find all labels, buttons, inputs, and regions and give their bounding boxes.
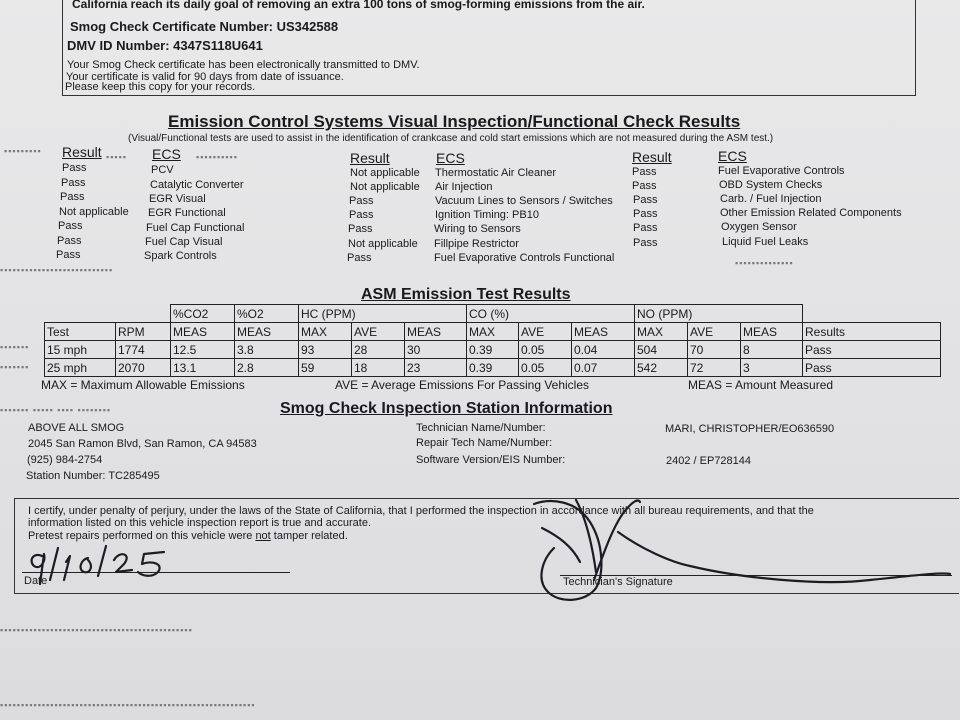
cell-test: 25 mph	[45, 359, 116, 377]
col-header: Test	[45, 323, 116, 341]
emission-section-title: Emission Control Systems Visual Inspection/Functional Check Results	[168, 112, 741, 131]
ecs-header-1: ECS	[152, 146, 181, 162]
cell-no-max: 504	[635, 341, 688, 359]
cell-hc-max: 59	[299, 359, 352, 377]
ecs-item: OBD System Checks	[719, 179, 823, 191]
ecs-item: Thermostatic Air Cleaner	[435, 167, 557, 179]
col-header: MEAS	[405, 323, 467, 341]
ecs-result: Not applicable	[59, 206, 129, 218]
ecs-item: Fuel Cap Functional	[146, 222, 245, 234]
cell-no-ave: 70	[688, 341, 741, 359]
ecs-item: PCV	[151, 164, 174, 176]
col-header: MAX	[299, 323, 352, 341]
col-header: AVE	[352, 323, 405, 341]
group-header-co: CO (%)	[467, 305, 635, 323]
cell-no-max: 542	[635, 359, 688, 377]
software-value: 2402 / EP728144	[666, 455, 752, 467]
ecs-result: Not applicable	[348, 238, 418, 250]
result-header-2: Result	[350, 150, 390, 166]
cell-rpm: 1774	[116, 341, 171, 359]
ecs-item: EGR Functional	[148, 207, 226, 219]
col-header: MEAS	[235, 323, 299, 341]
technician-value: MARI, CHRISTOPHER/EO636590	[665, 423, 835, 435]
faded-print: ▪▪▪▪▪▪▪▪▪▪	[196, 152, 238, 162]
ecs-header-2: ECS	[436, 150, 465, 166]
col-header: MEAS	[741, 323, 803, 341]
ecs-item: Fuel Evaporative Controls	[718, 165, 845, 177]
certify-line-3: Pretest repairs performed on this vehicle were not tamper related.	[28, 530, 348, 542]
ecs-result: Not applicable	[350, 167, 420, 179]
ecs-item: Fuel Evaporative Controls Functional	[434, 252, 615, 264]
ecs-item: Vacuum Lines to Sensors / Switches	[435, 195, 613, 207]
col-header: MAX	[635, 323, 688, 341]
asm-results-table	[44, 304, 941, 377]
group-header-co2: %CO2	[171, 305, 235, 323]
cell-no-ave: 72	[688, 359, 741, 377]
ecs-result: Pass	[62, 162, 87, 174]
faded-print: ▪▪▪▪▪▪▪▪▪	[4, 146, 42, 156]
ecs-item: Other Emission Related Components	[720, 207, 902, 219]
ecs-result: Pass	[633, 208, 658, 220]
cell-co-max: 0.39	[467, 341, 519, 359]
certificate-number: Smog Check Certificate Number: US342588	[70, 19, 339, 34]
ecs-item: Fuel Cap Visual	[145, 236, 223, 248]
notice-valid: Your certificate is valid for 90 days from date of issuance.	[66, 71, 344, 83]
faded-print: ▪▪▪▪▪	[106, 152, 127, 162]
ecs-result: Pass	[61, 177, 86, 189]
cell-hc-ave: 18	[352, 359, 405, 377]
cell-hc-max: 93	[299, 341, 352, 359]
cell-co-ave: 0.05	[519, 341, 572, 359]
dmv-id-number: DMV ID Number: 4347S118U641	[67, 38, 263, 53]
ecs-item: EGR Visual	[149, 193, 206, 205]
group-header-hc: HC (PPM)	[299, 305, 467, 323]
cell-co-meas: 0.07	[572, 359, 635, 377]
faded-print: ▪▪▪▪▪▪▪	[0, 342, 30, 352]
col-header: AVE	[519, 323, 572, 341]
cell-o2: 2.8	[235, 359, 299, 377]
cell-no-meas: 3	[741, 359, 803, 377]
table-row	[45, 359, 941, 377]
ecs-result: Pass	[56, 249, 81, 261]
asm-column-header-row	[45, 323, 941, 341]
asm-title: ASM Emission Test Results	[361, 286, 571, 303]
ecs-result: Pass	[349, 195, 374, 207]
cell-no-meas: 8	[741, 341, 803, 359]
ecs-result: Pass	[633, 237, 658, 249]
cell-o2: 3.8	[235, 341, 299, 359]
station-section-title: Smog Check Inspection Station Information	[280, 400, 613, 417]
technician-label: Technician Name/Number:	[416, 422, 546, 434]
station-name: ABOVE ALL SMOG	[28, 422, 125, 434]
station-address: 2045 San Ramon Blvd, San Ramon, CA 94583	[28, 438, 257, 450]
asm-group-header-row	[45, 305, 941, 323]
legend-max: MAX = Maximum Allowable Emissions	[41, 378, 245, 392]
ecs-item: Spark Controls	[144, 250, 217, 262]
cell-co-ave: 0.05	[519, 359, 572, 377]
cell-result: Pass	[803, 359, 941, 377]
cell-co-meas: 0.04	[572, 341, 635, 359]
notice-transmitted: Your Smog Check certificate has been electronically transmitted to DMV.	[67, 59, 420, 71]
cell-co2: 13.1	[171, 359, 235, 377]
faded-print: ▪▪▪▪▪▪▪▪▪▪▪▪▪▪	[735, 258, 794, 268]
faded-print: ▪▪▪▪▪▪▪ ▪▪▪▪▪ ▪▪▪▪ ▪▪▪▪▪▪▪▪	[0, 405, 112, 415]
ecs-header-3: ECS	[718, 148, 747, 164]
cell-co-max: 0.39	[467, 359, 519, 377]
date-label: Date	[24, 575, 48, 587]
cell-hc-meas: 30	[405, 341, 467, 359]
ecs-result: Pass	[60, 191, 85, 203]
cell-hc-ave: 28	[352, 341, 405, 359]
ecs-item: Liquid Fuel Leaks	[722, 236, 809, 248]
group-header-o2: %O2	[235, 305, 299, 323]
col-header: AVE	[688, 323, 741, 341]
result-header-1: Result	[62, 144, 102, 160]
software-label: Software Version/EIS Number:	[416, 454, 566, 466]
ecs-result: Pass	[348, 223, 373, 235]
ecs-item: Fillpipe Restrictor	[434, 238, 519, 250]
emission-section-subtitle: (Visual/Functional tests are used to assist in the identification of crankcase and cold start emissions which are not measured during the ASM test.)	[128, 133, 774, 144]
table-row	[45, 341, 941, 359]
cell-test: 15 mph	[45, 341, 116, 359]
group-header-no: NO (PPM)	[635, 305, 803, 323]
ecs-result: Not applicable	[350, 181, 420, 193]
ecs-result: Pass	[633, 194, 658, 206]
legend-meas: MEAS = Amount Measured	[688, 378, 834, 392]
col-header: MEAS	[171, 323, 235, 341]
cell-co2: 12.5	[171, 341, 235, 359]
notice-keep-copy: Please keep this copy for your records.	[65, 81, 256, 93]
ecs-item: Air Injection	[435, 181, 493, 193]
repair-tech-label: Repair Tech Name/Number:	[416, 437, 553, 449]
ecs-item: Wiring to Sensors	[434, 223, 521, 235]
ecs-item: Oxygen Sensor	[721, 221, 797, 233]
cell-result: Pass	[803, 341, 941, 359]
ecs-result: Pass	[633, 222, 658, 234]
ecs-result: Pass	[57, 235, 82, 247]
certify-line-2: information listed on this vehicle inspection report is true and accurate.	[28, 517, 372, 529]
ecs-item: Ignition Timing: PB10	[435, 209, 539, 221]
faded-print: ▪▪▪▪▪▪▪	[0, 362, 30, 372]
col-header: Results	[803, 323, 941, 341]
col-header: MAX	[467, 323, 519, 341]
faded-print: ▪▪▪▪▪▪▪▪▪▪▪▪▪▪▪▪▪▪▪▪▪▪▪▪▪▪▪	[0, 265, 114, 275]
col-header: MEAS	[572, 323, 635, 341]
technician-signature	[520, 488, 960, 610]
header-partial-line: California reach its daily goal of removing an extra 100 tons of smog-forming emissions from the air.	[72, 0, 645, 11]
col-header: RPM	[116, 323, 171, 341]
handwritten-date	[24, 540, 204, 588]
station-number: Station Number: TC285495	[26, 470, 160, 482]
cell-hc-meas: 23	[405, 359, 467, 377]
ecs-result: Pass	[58, 220, 83, 232]
legend-ave: AVE = Average Emissions For Passing Vehicles	[335, 378, 590, 392]
ecs-result: Pass	[632, 166, 657, 178]
ecs-result: Pass	[349, 209, 374, 221]
result-header-3: Result	[632, 149, 672, 165]
signature-label: Technician's Signature	[563, 576, 673, 588]
ecs-item: Carb. / Fuel Injection	[720, 193, 822, 205]
faded-print: ▪▪▪▪▪▪▪▪▪▪▪▪▪▪▪▪▪▪▪▪▪▪▪▪▪▪▪▪▪▪▪▪▪▪▪▪▪▪▪▪▪▪▪▪▪▪	[0, 625, 193, 635]
station-phone: (925) 984-2754	[27, 454, 103, 466]
faded-print: ▪▪▪▪▪▪▪▪▪▪▪▪▪▪▪▪▪▪▪▪▪▪▪▪▪▪▪▪▪▪▪▪▪▪▪▪▪▪▪▪▪▪▪▪▪▪▪▪▪▪▪▪▪▪▪▪▪▪▪▪▪	[0, 700, 256, 710]
cell-rpm: 2070	[116, 359, 171, 377]
ecs-result: Pass	[632, 180, 657, 192]
ecs-item: Catalytic Converter	[150, 179, 244, 191]
certify-line-1: I certify, under penalty of perjury, under the laws of the State of California, that I performed the inspection in accordance with all bureau requirements, and that the	[28, 505, 814, 517]
ecs-result: Pass	[347, 252, 372, 264]
